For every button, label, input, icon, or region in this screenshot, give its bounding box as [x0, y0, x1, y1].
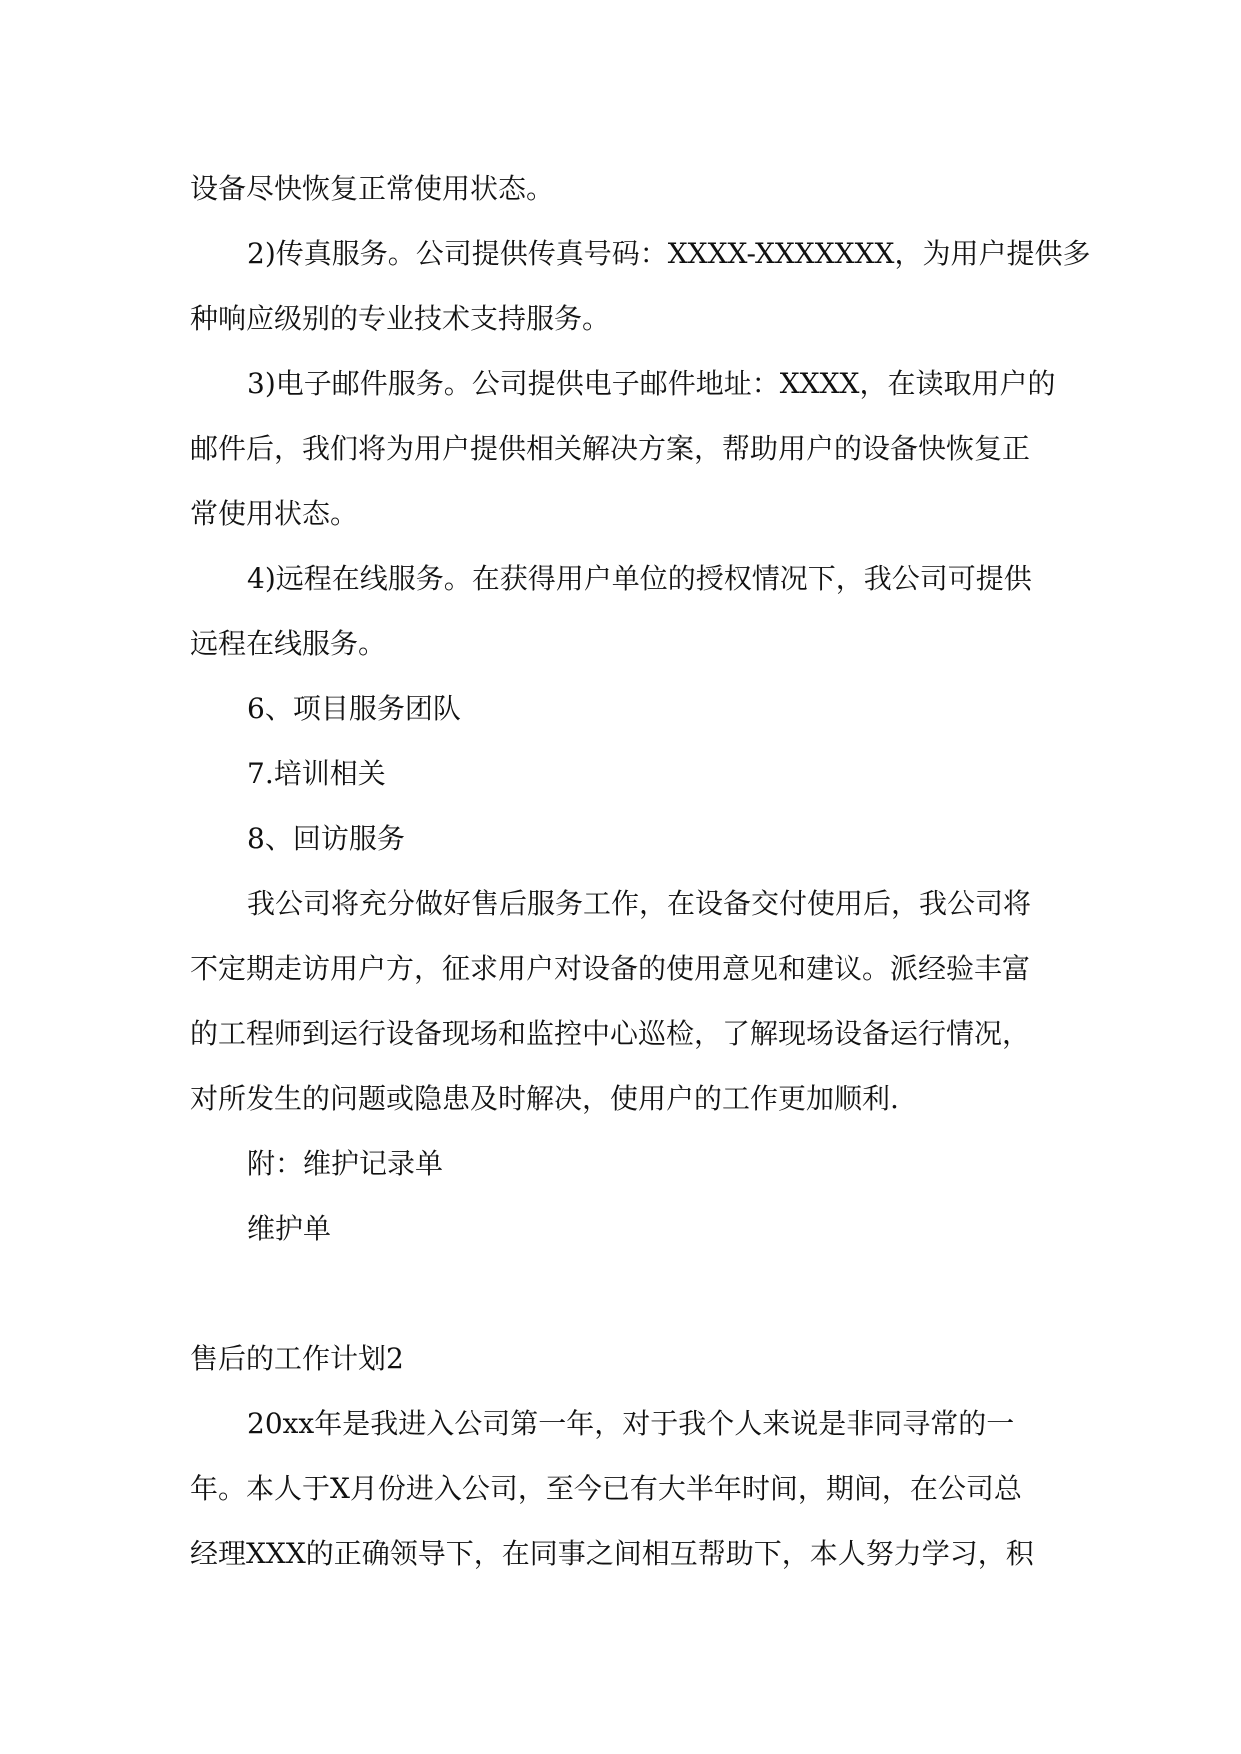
paragraph-line: 常使用状态。: [190, 497, 359, 530]
paragraph-line: 我公司将充分做好售后服务工作，在设备交付使用后，我公司将: [247, 887, 1032, 920]
attachment-title: 维护单: [247, 1212, 332, 1245]
paragraph-line: 种响应级别的专业技术支持服务。: [190, 302, 611, 335]
document-subtitle: 售后的工作计划2: [190, 1342, 404, 1375]
section-heading: 7.培训相关: [247, 757, 386, 790]
paragraph-line: 设备尽快恢复正常使用状态。: [190, 172, 555, 205]
document-body: [190, 156, 1091, 1586]
attachment-label: 附：维护记录单: [247, 1147, 444, 1180]
paragraph-line: 不定期走访用户方，征求用户对设备的使用意见和建议。派经验丰富: [190, 952, 1031, 985]
paragraph-line: 邮件后，我们将为用户提供相关解决方案，帮助用户的设备快恢复正: [190, 432, 1031, 465]
blank-line: [190, 1261, 1060, 1326]
paragraph-line: 3)电子邮件服务。公司提供电子邮件地址：XXXX，在读取用户的: [247, 367, 1056, 400]
paragraph-line: 4)远程在线服务。在获得用户单位的授权情况下，我公司可提供: [247, 562, 1032, 595]
paragraph-line: 经理XXX的正确领导下，在同事之间相互帮助下，本人努力学习，积: [190, 1537, 1034, 1570]
section-heading: 6、项目服务团队: [247, 692, 461, 725]
paragraph-line: 年。本人于X月份进入公司，至今已有大半年时间，期间，在公司总: [190, 1472, 1022, 1505]
paragraph-line: 2)传真服务。公司提供传真号码：XXXX-XXXXXXX，为用户提供多: [247, 237, 1091, 270]
paragraph-line: 的工程师到运行设备现场和监控中心巡检，了解现场设备运行情况，: [190, 1017, 1031, 1050]
paragraph-line: 20xx年是我进入公司第一年，对于我个人来说是非同寻常的一: [247, 1407, 1015, 1440]
paragraph-line: 对所发生的问题或隐患及时解决，使用户的工作更加顺利.: [190, 1082, 899, 1115]
section-heading: 8、回访服务: [247, 822, 405, 855]
paragraph-line: 远程在线服务。: [190, 627, 387, 660]
